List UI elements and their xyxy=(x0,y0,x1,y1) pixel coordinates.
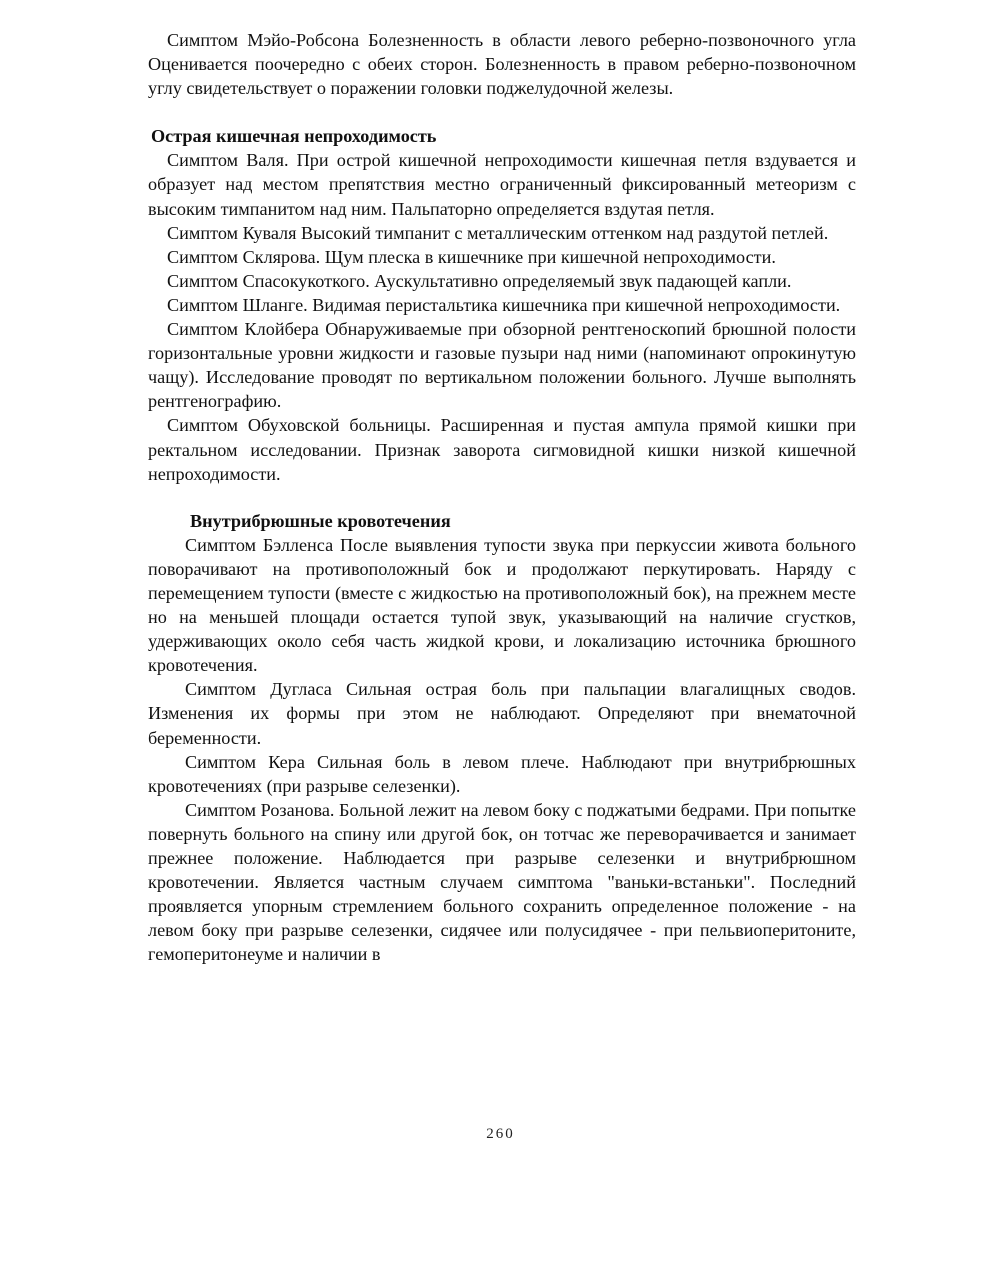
paragraph-kuval: Симптом Куваля Высокий тимпанит с металлическим оттенком над раздутой петлей. xyxy=(167,222,829,243)
paragraph-wahl: Симптом Валя. При острой кишечной непроходимости кишечная петля вздувается и образует над местом препятствия местно ограниченный фиксированный метеоризм с высоким тимпанитом над ним. Пальпаторно определяется вздутая петля. xyxy=(148,150,856,219)
document-page xyxy=(148,28,856,966)
paragraph-obukhov-hospital: Симптом Обуховской больницы. Расширенная и пустая ампула прямой кишки при ректальном исследовании. Признак заворота сигмовидной кишки низкой кишечной непроходимости. xyxy=(148,415,856,484)
paragraph-sklyarov: Симптом Склярова. Щум плеска в кишечнике при кишечной непроходимости. xyxy=(167,246,776,267)
section-heading-intestinal-obstruction: Острая кишечная непроходимость xyxy=(151,126,437,147)
paragraph-ballance: Симптом Бэлленса После выявления тупости звука при перкуссии живота больного поворачивают на противоположный бок и продолжают перкутировать. Наряду с перемещением тупости (вместе с жидкостью на противоположный бок), на прежнем месте но на меньшей площади остается тупой звук, указывающий на наличие сгустков, удерживающих около себя часть жидкой крови, и локализацию источника брюшного кровотечения. xyxy=(148,534,856,676)
paragraph-schlange: Симптом Шланге. Видимая перистальтика кишечника при кишечной непроходимости. xyxy=(167,294,841,315)
paragraph-douglas: Симптом Дугласа Сильная острая боль при пальпации влагалищных сводов. Изменения их формы при этом не наблюдают. Определяют при внематочной беременности. xyxy=(148,679,856,748)
paragraph-mayo-robson: Симптом Мэйо-Робсона Болезненность в области левого реберно-позвоночного угла Оценивается поочередно с обеих сторон. Болезненность в правом реберно-позвоночном углу свидетельствует о поражении головки поджелудочной железы. xyxy=(148,30,856,99)
paragraph-kloiber: Симптом Клойбера Обнаруживаемые при обзорной рентгеноскопий брюшной полости горизонтальные уровни жидкости и газовые пузыри над ними (напоминают опрокинутую чащу). Исследование проводят по вертикальном положении больного. Лучше выполнять рентгенографию. xyxy=(148,319,856,412)
page-number: 260 xyxy=(486,1126,515,1142)
paragraph-spasokukotsky: Симптом Спасокукоткого. Аускультативно определяемый звук падающей капли. xyxy=(167,270,792,291)
paragraph-kehr: Симптом Кера Сильная боль в левом плече. Наблюдают при внутрибрюшных кровотечениях (при разрыве селезенки). xyxy=(148,751,856,796)
paragraph-rozanov: Симптом Розанова. Больной лежит на левом боку с поджатыми бедрами. При попытке повернуть больного на спину или другой бок, он тотчас же переворачивается и занимает прежнее положение. Наблюдается при разрыве селезенки и внутрибрюшном кровотечении. Является частным случаем симптома "ваньки-встаньки". Последний проявляется упорным стремлением больного сохранить определенное положение - на левом боку при разрыве селезенки, сидячее или полусидячее - при пельвиоперитоните, гемоперитонеуме и наличии в xyxy=(148,799,856,965)
section-heading-intra-abdominal-bleeding: Внутрибрюшные кровотечения xyxy=(190,510,451,531)
